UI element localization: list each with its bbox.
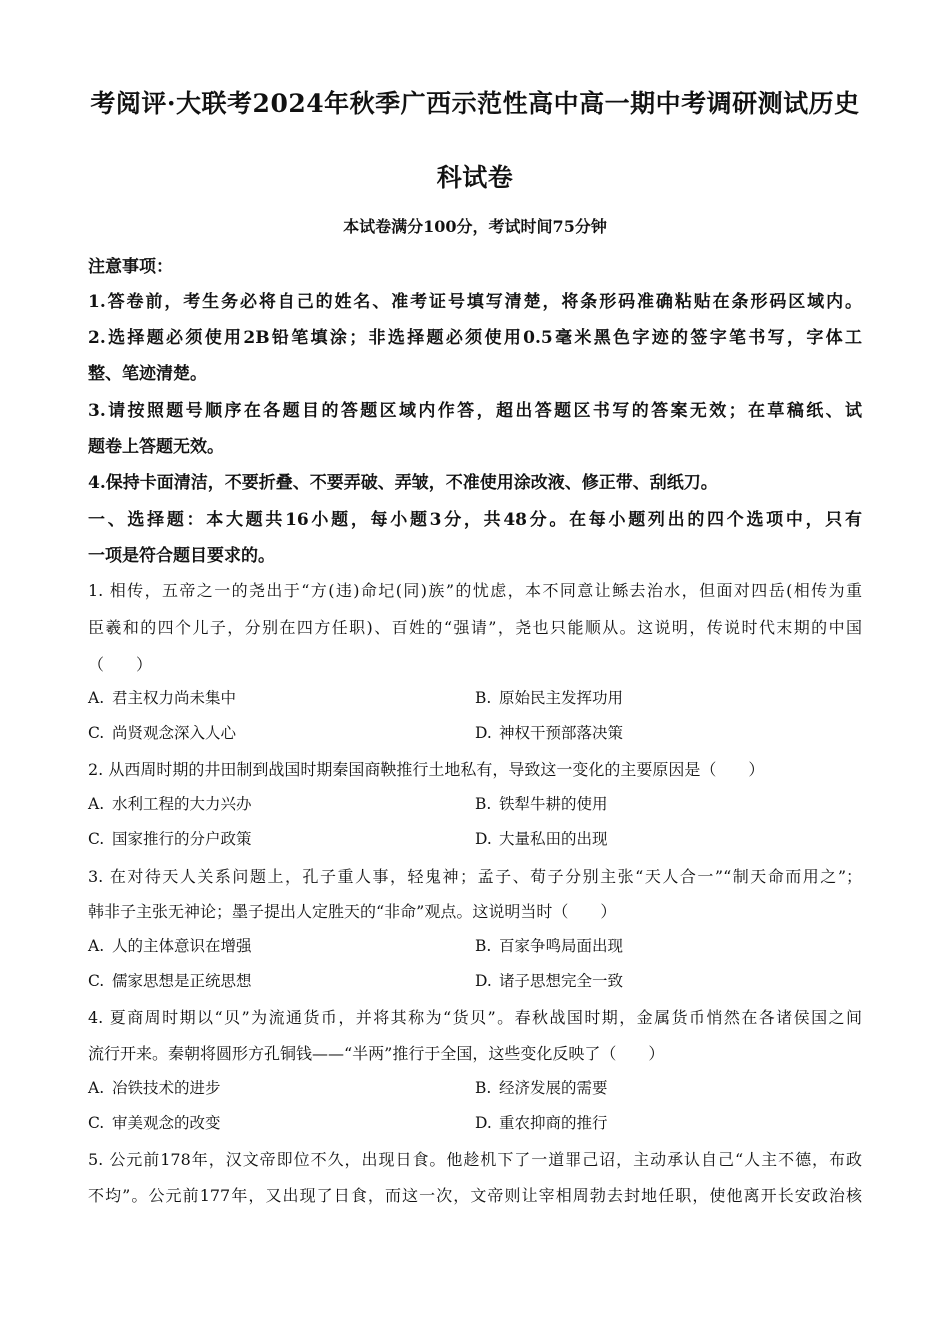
- option-text: 人的主体意识在增强: [112, 937, 252, 955]
- option-text: 大量私田的出现: [499, 830, 608, 848]
- question-3-text: 3. 在对待天人关系问题上，孔子重人事，轻鬼神；孟子、荀子分别主张“天人合一”“制天命而用之”；: [88, 867, 862, 886]
- question-4-text: 流行开来。秦朝将圆形方孔铜钱——“半两”推行于全国，这些变化反映了（ ）: [88, 1044, 665, 1063]
- question-4-option-c: [88, 1111, 221, 1133]
- option-key: C.: [88, 972, 105, 990]
- question-2-option-c: [88, 827, 252, 849]
- option-key: D.: [475, 1114, 492, 1132]
- option-text: 重农抑商的推行: [499, 1114, 608, 1132]
- question-2-option-b: [475, 792, 608, 814]
- question-1-option-d: [475, 721, 623, 743]
- option-text: 儒家思想是正统思想: [112, 972, 252, 990]
- option-key: D.: [475, 830, 492, 848]
- section1-heading-cont: 一项是符合题目要求的。: [88, 546, 275, 566]
- notice-heading: 注意事项：: [88, 257, 173, 277]
- exam-subtitle: 本试卷满分100分，考试时间75分钟: [343, 217, 607, 236]
- option-text: 冶铁技术的进步: [112, 1079, 221, 1097]
- option-text: 经济发展的需要: [499, 1079, 608, 1097]
- question-3-option-c: [88, 969, 252, 991]
- question-3-option-d: [475, 969, 623, 991]
- exam-title-line2: 科试卷: [436, 163, 514, 192]
- option-text: 审美观念的改变: [112, 1114, 221, 1132]
- question-3-option-a: [88, 934, 252, 956]
- notice-item-2: 2.选择题必须使用2B铅笔填涂；非选择题必须使用0.5毫米黑色字迹的签字笔书写，字体工: [88, 328, 862, 348]
- option-text: 君主权力尚未集中: [112, 689, 237, 707]
- option-key: B.: [475, 937, 492, 955]
- question-3-option-b: [475, 934, 623, 956]
- question-2-option-a: [88, 792, 252, 814]
- option-text: 原始民主发挥功用: [499, 689, 624, 707]
- question-1-option-b: [475, 686, 623, 708]
- question-1-answer-blank: （ ）: [88, 655, 153, 674]
- option-key: C.: [88, 724, 105, 742]
- question-2-text: 2. 从西周时期的井田制到战国时期秦国商鞅推行土地私有，导致这一变化的主要原因是（ ）: [88, 760, 765, 779]
- question-2-option-d: [475, 827, 608, 849]
- notice-item-4: 4.保持卡面清洁，不要折叠、不要弄破、弄皱，不准使用涂改液、修正带、刮纸刀。: [88, 473, 718, 493]
- question-1-option-a: [88, 686, 236, 708]
- question-4-option-a: [88, 1076, 221, 1098]
- option-text: 神权干预部落决策: [499, 724, 624, 742]
- option-text: 水利工程的大力兴办: [112, 795, 252, 813]
- section1-heading: 一、选择题：本大题共16小题，每小题3分，共48分。在每小题列出的四个选项中，只有: [88, 510, 862, 530]
- question-1-option-c: [88, 721, 236, 743]
- option-key: A.: [88, 937, 105, 955]
- question-1-text: 臣羲和的四个儿子，分别在四方任职)、百姓的“强请”，尧也只能顺从。这说明，传说时代末期的中国: [88, 618, 862, 637]
- option-text: 铁犁牛耕的使用: [499, 795, 608, 813]
- option-text: 尚贤观念深入人心: [112, 724, 237, 742]
- notice-item-3-cont: 题卷上答题无效。: [88, 437, 224, 457]
- question-5-text: 5. 公元前178年，汉文帝即位不久，出现日食。他趁机下了一道罪己诏，主动承认自己“人主不德，布政: [88, 1150, 862, 1169]
- option-text: 诸子思想完全一致: [499, 972, 624, 990]
- option-text: 百家争鸣局面出现: [499, 937, 624, 955]
- question-4-option-b: [475, 1076, 608, 1098]
- option-key: A.: [88, 689, 105, 707]
- option-key: B.: [475, 1079, 492, 1097]
- notice-item-3: 3.请按照题号顺序在各题目的答题区域内作答，超出答题区书写的答案无效；在草稿纸、试: [88, 401, 862, 421]
- option-key: A.: [88, 795, 105, 813]
- exam-title-line1: 考阅评·大联考2024年秋季广西示范性高中高一期中考调研测试历史: [90, 89, 860, 118]
- option-key: C.: [88, 830, 105, 848]
- option-key: D.: [475, 724, 492, 742]
- question-4-option-d: [475, 1111, 608, 1133]
- option-key: A.: [88, 1079, 105, 1097]
- option-text: 国家推行的分户政策: [112, 830, 252, 848]
- question-4-text: 4. 夏商周时期以“贝”为流通货币，并将其称为“货贝”。春秋战国时期，金属货币悄然在各诸侯国之间: [88, 1008, 862, 1027]
- notice-item-2-cont: 整、笔迹清楚。: [88, 364, 207, 384]
- option-key: B.: [475, 795, 492, 813]
- question-1-text: 1. 相传，五帝之一的尧出于“方(违)命圮(同)族”的忧虑，本不同意让鲧去治水，但面对四岳(相传为重: [88, 581, 862, 600]
- question-5-text: 不均”。公元前177年，又出现了日食，而这一次，文帝则让宰相周勃去封地任职，使他离开长安政治核: [88, 1186, 862, 1205]
- option-key: B.: [475, 689, 492, 707]
- notice-item-1: 1.答卷前，考生务必将自己的姓名、准考证号填写清楚，将条形码准确粘贴在条形码区域内。: [88, 292, 862, 312]
- question-3-text: 韩非子主张无神论；墨子提出人定胜天的“非命”观点。这说明当时（ ）: [88, 902, 617, 921]
- option-key: C.: [88, 1114, 105, 1132]
- option-key: D.: [475, 972, 492, 990]
